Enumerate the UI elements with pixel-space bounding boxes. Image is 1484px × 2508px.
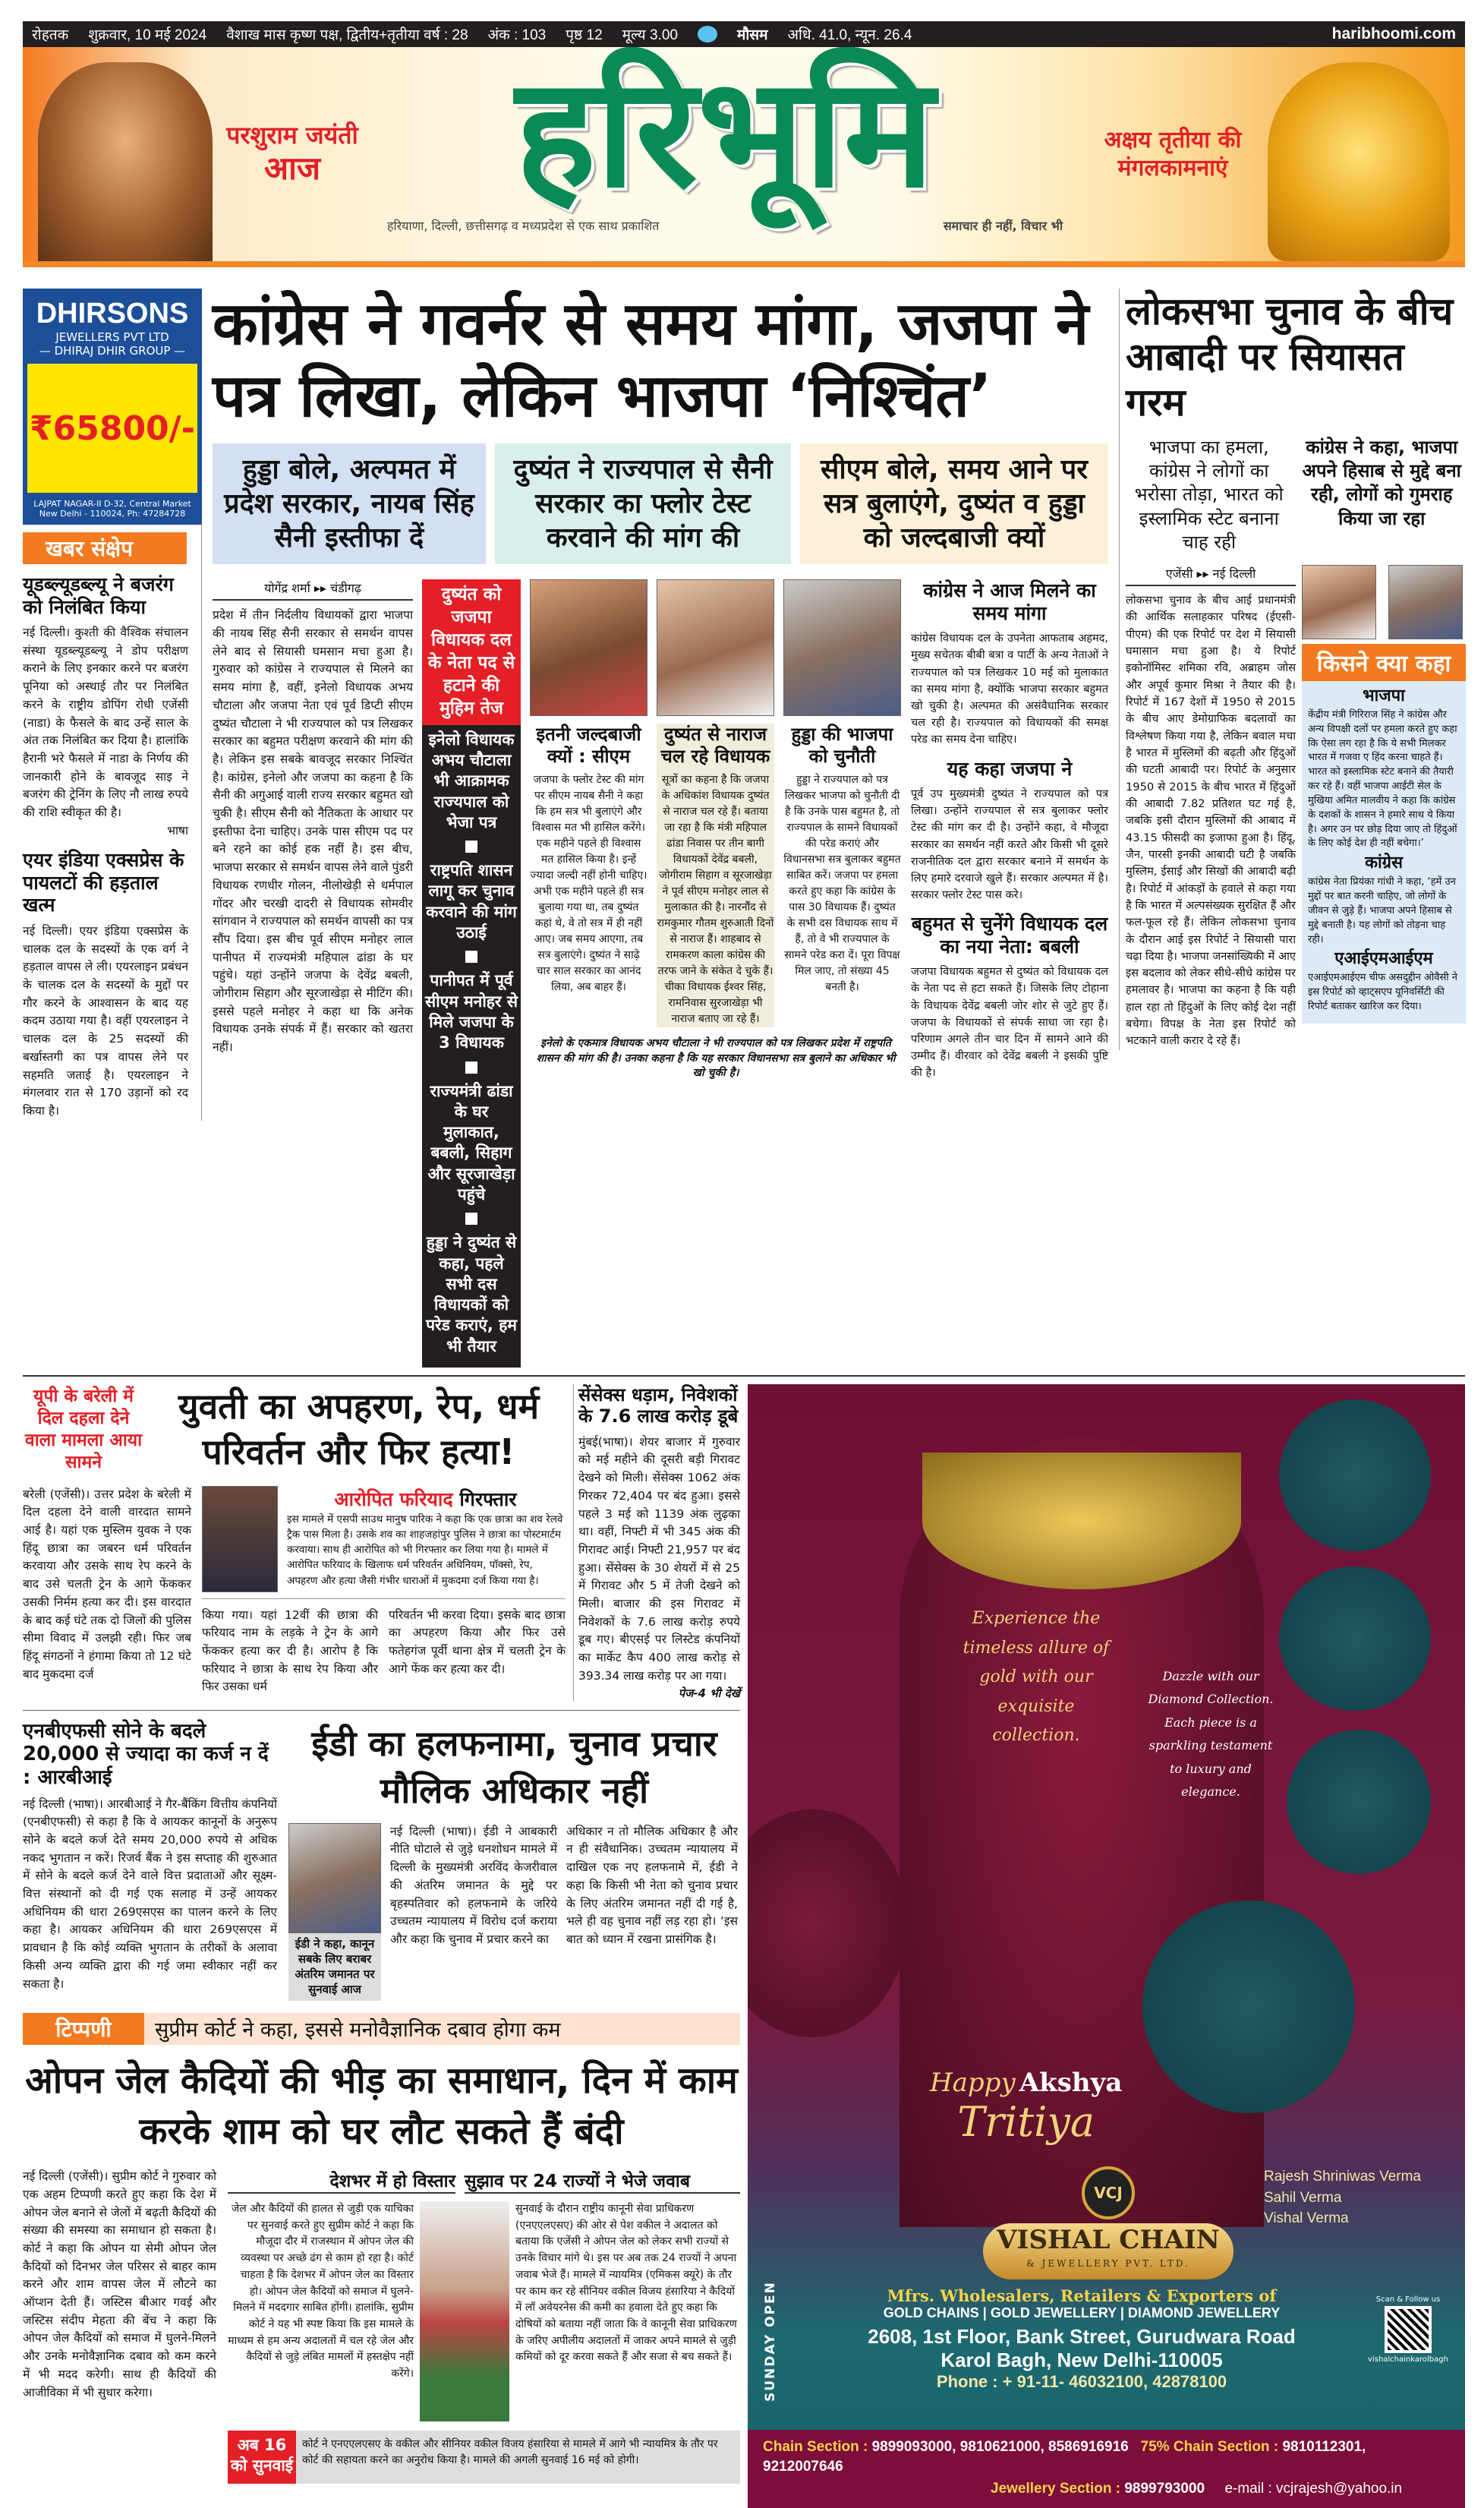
mini-story-1: इतनी जल्दबाजी क्यों : सीएम जजपा के फ्लोर टेस्ट की मांग पर सीएम नायब सैनी ने कहा कि हम सत्र भी बुलाएंगे और विश्वास मत भी हासिल करेंगे। एक महीने पहले ही विश्वास मत हासिल किया है। इन्हें ज्यादा जल्दी नहीं होनी चाहिए। अभी एक महीने पहले ही सत्र बुलाया गया था, तब दुष्यंत कहां थे, वे तो सत्र में ही नहीं आए। जब समय आएगा, तब सत्र बुलाएंगे। दुष्यंत ने साढ़े चार साल सरकार का आनंद लिया, अब बाहर हैं।: [530, 724, 647, 993]
qr-block: Scan & Follow us vishalchainkarolbagh: [1368, 2295, 1448, 2364]
sidebar-red-heading: दुष्यंत को जजपा विधायक दल के नेता पद से हटाने की मुहिम तेज: [422, 579, 521, 724]
population-story: एजेंसी ▸▸ नई दिल्ली लोकसभा चुनाव के बीच आई प्रधानमंत्री की आर्थिक सलाहकार परिषद (ईएसी-पीएम) की एक रिपोर्ट पर देश में सियासी घमासान मचा हुआ है। ये रिपोर्ट इकोनॉमिस्ट शमिका रवि, अब्राहम जोस और अपूर्व कुमार मिश्रा ने तैयार की है। रिपोर्ट में 167 देशों में 1950 से 2015 के बीच आए डेमोग्राफिक बदलावों का विश्लेषण किया गया है, लेकिन बवाल मचा है भारत में मुस्लिमों की बढ़ती और हिंदुओं की घटती आबादी पर। रिपोर्ट के अनुसार 1950 से 2015 के बीच भारत में हिंदुओं की आबादी 7.82 प्रतिशत घट गई है, जबकि इसी दौरान मुस्लिमों की आबाद में 43.15 फीसदी का इजाफा हुआ है। हिंदू, जैन, पारसी इनकी आबादी घटी है जबकि मुस्लिम, ईसाई और सिखों की आबादी बढ़ी है। रिपोर्ट में आंकड़ों के हवाले से कहा गया है कि भारत में अल्पसंख्यक सुरक्षित हैं और फल-फूल रहे हैं। लेकिन लोकसभा चुनाव के दौरान आई इस रिपोर्ट ने सियासी पारा चढ़ा दिया है। भाजपा जनसांख्यिकी में आए इस बदलाव को लेकर सीधे-सीधे कांग्रेस पर हमलावर है। भाजपा का कहना है कि यही हाल रहा तो हिंदुओं के लिए कोई देश नहीं बचेगा। विपक्ष के नेता इस रिपोर्ट को भटकाने वाली करार दे रहे हैं।: [1126, 566, 1296, 1048]
see-page-4-link[interactable]: पेज-4 भी देखें: [678, 1686, 740, 1700]
photo-kejriwal: [288, 1823, 381, 1933]
bareilly-body-1: बरेली (एजेंसी)। उत्तर प्रदेश के बरेली में दिल दहला देने वाली वारदात सामने आई है। यहां एक मुस्लिम युवक ने एक हिंदू छात्रा का जबरन धर्म परिवर्तन करवाया और उसके साथ रेप करने के बाद उसे चलती ट्रेन के आगे फेंककर उसकी निर्मम हत्या कर दी। इस वारदात के बाद कई घंटे तक दो जिलों की पुलिस सीमा विवाद में उलझी रही। फिर जब हिंदू संगठनों ने हंगामा किया तो 12 घंटे बाद मुकदमा दर्ज: [23, 1487, 191, 1681]
owners: Rajesh Shriniwas Verma Sahil Verma Vishal Verma: [1264, 2169, 1421, 2227]
bangles-image: [1142, 1901, 1355, 2113]
website-link[interactable]: haribhoomi.com: [1331, 25, 1456, 43]
jail-headline[interactable]: ओपन जेल कैदियों की भीड़ का समाधान, दिन में काम करके शाम को घर लौट सकते हैं बंदी: [25, 2058, 738, 2153]
brief-headline[interactable]: एयर इंडिया एक्सप्रेस के पायलटों की हड़ताल खत्म: [23, 849, 184, 916]
bottom-left: [23, 1384, 740, 2484]
sidebar-item: राष्ट्रपति शासन लागू कर चुनाव करवाने की मांग उठाई: [426, 861, 517, 942]
photo-accused: [202, 1486, 278, 1592]
vishal-chain-ad[interactable]: [748, 1384, 1465, 2508]
sunday-open: SUNDAY OPEN: [763, 2281, 778, 2402]
panchang: वैशाख मास कृष्ण पक्ष, द्वितीय+तृतीया वर्ष : 28: [226, 27, 468, 43]
akshya-tritiya-greeting: Happy Akshya Tritiya: [930, 2068, 1123, 2147]
lead-right-column: कांग्रेस ने आज मिलने का समय मांगा कांग्रेस विधायक दल के उपनेता आफताब अहमद, मुख्य सचेतक बीबी बत्रा व पार्टी के अन्य नेताओं ने राज्यपाल को पत्र लिखकर 10 मई को मुलाकात का समय मांगा है, क्योंकि भाजपा सरकार बहुमत खो चुकी है। अल्पमत की असंवैधानिक सरकार चल रही है। राज्यपाल को विधायकों की समक्ष परेड का समय देना चाहिए। यह कहा जजपा ने पूर्व उप मुख्यमंत्री दुष्यंत ने राज्यपाल को पत्र लिखा। उन्होंने राज्यपाल से सत्र बुलाकर फ्लोर टेस्ट की मांग कर दी है। उन्होंने कहा, वे मौजूदा सरकार का समर्थन नहीं करते और किसी भी दूसरे राजनीतिक दल द्वारा सरकार बनाने में समर्थन के लिए हमारे दरवाजे खुले हैं। सरकार अल्पमत में है। सरकार फ्लोर टेस्ट पास करे। बहुमत से चुनेंगे विधायक दल का नया नेता: बबली जजपा विधायक बहुमत से दुष्यंत को विधायक दल के नेता पद से हटा सकते हैं। जिसके लिए टोहाना के विधायक देवेंद्र बबली जोर शोर से जुटे हुए हैं। जजपा के विधायकों से संपर्क साधा जा रहा है। परिणाम अगले तीन चार दिन में सामने आने की उम्मीद हैं। वीरवार को देवेंद्र बबली ने इसकी पुष्टि की है।: [911, 579, 1108, 1080]
population-section: [1119, 289, 1465, 1050]
news-brief: यूडब्ल्यूडब्ल्यू ने बजरंग को निलंबित किया नई दिल्ली। कुश्ती की वैश्विक संचालन संस्था यूडब्ल्यूडब्ल्यू ने डोप परीक्षण कराने के लिए इनकार करने पर बजरंग पूनिया को अस्थाई तौर पर निलंबित करने के राष्ट्रीय डोपिंग रोधी एजेंसी (नाडा) के फैसले के बाद उन्हें साल के अंत तक निलंबित कर दिया है। हालांकि हैरानी भरे फैसले में नाडा के निर्णय की जानकारी होने के बावजूद साइ ने बजरंग की ट्रेनिंग के लिए नौ लाख रुपये की राशि स्वीकृत की है। भाषा एयर इंडिया एक्सप्रेस के पायलटों की हड़ताल खत्म नई दिल्ली। एयर इंडिया एक्सप्रेस के चालक दल के सदस्यों के एक वर्ग ने हड़ताल वापस ले ली। एयरलाइन प्रबंधन के चालक दल के सदस्यों के मुद्दों पर गौर करने के आश्वासन के बाद यह कदम उठाया गया है। वहीं एयरलाइन ने चालक दल के 25 सदस्यों की बर्खास्तगी का पत्र वापस लेने पर सहमति जताई है। एयरलाइन ने मंगलवार रात से 170 उड़ानों को रद किया है।: [23, 573, 188, 1118]
ed-photo-caption: ईडी ने कहा, कानून सबके लिए बराबर अंतरिम जमानत पर सुनवाई आज: [288, 1933, 381, 2001]
arrest-heading: आरोपित फरियाद गिरफ्तार: [334, 1487, 517, 1510]
mini-story-2: दुष्यंत से नाराज चल रहे विधायक सूत्रों का कहना है कि जजपा के अधिकांश विधायक दुष्यंत से नाराज चल रहे हैं। बताया जा रहा है कि मंत्री महिपाल ढांडा निवास पर तीन बागी विधायकों देवेंद्र बबली, जोगीराम सिहाग व सूरजाखेड़ा ने पूर्व सीएम मनोहर लाल से मुलाकात की है। नारनौंद से रामकुमार गौतम शुरुआती दिनों से नाराज हैं। शाहबाद से रामकरण काला कांग्रेस की तरफ जाने के संकेत दे चुके हैं। चीका विधायक ईश्वर सिंह, रामनिवास सुरजाखेड़ा भी नाराज बताए जा रहे हैं।: [657, 724, 774, 1027]
arrest-body: इस मामले में एसपी साउथ मानुष पारिक ने कहा कि एक छात्रा का शव रेलवे ट्रैक पास मिला है। उसके शव का शाहजहांपुर पुलिस ने छात्रा का पोस्टमार्टम करवाया। साथ ही आरोपित को भी गिरफ्तार कर लिया गया है। मामले में आरोपित फरियाद के खिलाफ धर्म परिवर्तन अधिनियम, पॉक्सो, रेप, अपहरण और हत्या जैसी गंभीर धाराओं में मुकदमा दर्ज किया गया है।: [287, 1513, 563, 1587]
city: रोहतक: [32, 27, 69, 43]
earrings-image: [748, 1809, 907, 2037]
dateline-bar: [23, 21, 1465, 47]
bottom-section: [23, 1384, 1465, 2508]
sidebar-item: राज्यमंत्री ढांडा के घर मुलाकात, बबली, सिहाग और सूरजाखेड़ा पहुंचे: [427, 1081, 515, 1204]
masthead-center: [364, 47, 1085, 261]
section-divider: [23, 1375, 1465, 1377]
population-subhead-1: भाजपा का हमला, कांग्रेस ने लोगों का भरोसा तोड़ा, भारत को इस्लामिक स्टेट बनाना चाह रही: [1134, 437, 1284, 553]
weather-label: मौसम: [736, 27, 768, 43]
qr-code-icon[interactable]: [1385, 2306, 1432, 2353]
date: शुक्रवार, 10 मई 2024: [88, 27, 207, 43]
lead-subhead-1: हुड्डा बोले, अल्पमत में प्रदेश सरकार, नायब सिंह सैनी इस्तीफा दें: [213, 443, 486, 564]
mini-story-3: हुड्डा की भाजपा को चुनौती हुड्डा ने राज्यपाल को पत्र लिखकर भाजपा को चुनौती दी है कि उनके पास बहुमत है, तो राज्यपाल के सामने विधायकों की परेड कराएं और विधानसभा सत्र बुलाकर बहुमत साबित करें। जजपा पर हमला करते हुए कहा कि कांग्रेस के पास 30 विधायक हैं। दुष्यंत के सभी दस विधायक साथ में हैं, तो वे भी राज्यपाल के सामने परेड करा दें। पूरा विपक्ष मिल जाए, तो संख्या 45 बनती है।: [783, 724, 901, 993]
left-column: [23, 289, 202, 1121]
masthead: [23, 47, 1465, 267]
ring-image: [1279, 1399, 1431, 1551]
vishal-chain-logo: VISHAL CHAIN & JEWELLERY PVT. LTD.: [983, 2223, 1234, 2279]
rbi-story: एनबीएफसी सोने के बदले 20,000 से ज्यादा का कर्ज न दें : आरबीआई नई दिल्ली (भाषा)। आरबीआई ने गैर-बैंकिंग वित्तीय कंपनियों (एनबीएफसी) से कहा है कि वे आयकर कानूनों के अनुरूप सोने के बदले कर्ज देते समय 20,000 रुपये से अधिक नकद भुगतान न करें। रिजर्व बैंक ने इस सप्ताह की शुरुआत में सोने के बदले कर्ज देने वाले वित्त प्रदाताओं और सूक्ष्म-वित्त संस्थानों को दी गई एक सलाह में उन्हें आयकर अधिनियम की धारा 269एसएस का पालन करने के लिए कहा है। आयकर अधिनियम की धारा 269एसएस में प्रावधान है कि कोई व्यक्ति भुगतान के तरीकों के अलावा किसी अन्य व्यक्ति द्वारा की गई जमा स्वीकार नहीं कर सकता है।: [23, 1719, 277, 1991]
photo-dushyant: [530, 579, 647, 716]
lead-sidebar: [422, 579, 521, 1368]
dhirsons-ad[interactable]: DHIRSONS JEWELLERS PVT LTD — DHIRAJ DHIR GROUP — ₹65800/- LAJPAT NAGAR-II D-32, Central Market New Delhi - 110024, Ph: 47284728: [23, 289, 202, 525]
bracelet-image: [1287, 1730, 1431, 1874]
parshuram-jayanti-text: परशुराम जयंती आज: [226, 120, 358, 187]
weather-cloud-icon: [698, 26, 717, 43]
sensex-story: सेंसेक्स धड़ाम, निवेशकों के 7.6 लाख करोड़ डूबे मुंबई(भाषा)। शेयर बाजार में गुरुवार को मई महीने की दूसरी बड़ी गिरावट देखने को मिली। सेंसेक्स 1062 अंक गिरकर 72,404 पर बंद हुआ। इससे पहले 3 मई को 1139 अंक लुढ़का था। वहीं, निफ्टी में भी 345 अंक की गिरावट आई। निफ्टी 21,957 पर बंद हुआ। सेंसेक्स के 30 शेयरों में से 25 में गिरावट और 5 में तेजी देखने को मिली। बाजार की इस गिरावट में निवेशकों के 7.6 लाख करोड़ रुपये डूब गए। बीएसई पर लिस्टेड कंपनियों का मार्केट कैप 400 लाख करोड़ से 393.34 लाख करोड़ पर आ गया। पेज-4 भी देखें: [573, 1384, 740, 1700]
jail-sub1-body: जेल और कैदियों की हालत से जुड़ी एक याचिका पर सुनवाई करते हुए सुप्रीम कोर्ट ने कहा कि मौजूदा दौर में राजस्थान में ओपन जेल की व्यवस्था पर अच्छे ढंग से काम हो रहा है। कोर्ट चाहता है कि देशभर में ओपन जेल का विस्तार हो। ओपन जेल कैदियों को समाज में घुलने-मिलने में मददगार साबित होंगी। हालांकि, सुप्रीम कोर्ट ने यह भी स्पष्ट किया कि इस मामले के माध्यम से हम अन्य अदालतों में चल रहे जेल और कैदियों से जुड़े लंबित मामलों में हस्तक्षेप नहीं करेंगे।: [228, 2203, 414, 2380]
bareilly-kicker: यूपी के बरेली में दिल दहला देने वाला मामला आया सामने: [24, 1386, 143, 1472]
jail-sub2-body: सुनवाई के दौरान राष्ट्रीय कानूनी सेवा प्राधिकरण (एनएएलएसए) की ओर से पेश वकील ने अदालत को बताया कि एजेंसी ने ओपन जेल को लेकर सभी राज्यों से उनके विचार मांगे थे। इस पर अब तक 24 राज्यों ने अपना जवाब भेजे हैं। मामले में न्यायमित्र (एमिकस क्यूरे) के तौर पर काम कर रहे सीनियर वकील विजय हंसारिया ने कैदियों में लॉ अवेयरनेस की कमी का हवाला देते हुए कहा कि दोषियों को बताया नहीं जाता कि वे कानूनी सेवा प्राधिकरण के जरिए अपीलीय अदालतों में जाकर अपने मामले से जुड़ी कमियों को दूर करवा सकते हैं और सजा से बच सकते हैं।: [515, 2203, 737, 2364]
parshuram-illustration: [38, 62, 213, 261]
vcj-seal-logo: VCJ: [1082, 2166, 1135, 2219]
newspaper-logo[interactable]: हरिभूमि: [515, 47, 934, 222]
jail-body: नई दिल्ली (एजेंसी)। सुप्रीम कोर्ट ने गुरुवार को एक अहम टिप्पणी करते हुए कहा कि देश में ओपन जेल बनाने से जेलों में बढ़ती कैदियों की संख्या की समस्या का समाधान हो सकता है। कोर्ट ने कहा कि ओपन या सेमी ओपन जेल कैदियों को दिनभर जेल परिसर से बाहर काम करने और शाम वापस जेल में लौटने का ऑप्शन देती हैं। जस्टिस बीआर गवई और जस्टिस संदीप मेहता की बेंच ने कहा कि ओपन जेल कैदियों को समाज में घुलने-मिलने और उनके मनोवैज्ञानिक दबाव को कम करने में भी मदद करेगी। साथ ही कैदियों की आजीविका में भी सुधार करेगा।: [23, 2169, 216, 2399]
lead-quote: इनेलो के एकमात्र विधायक अभय चौटाला ने भी राज्यपाल को पत्र लिखकर प्रदेश में राष्ट्रपति शासन की मांग की है। उनका कहना है कि यह सरकार विधानसभा सत्र बुलाने का अधिकार भी खो चुकी है।: [536, 1036, 896, 1080]
photo-supreme-court: [420, 2201, 509, 2421]
sidebar-item: इनेलो विधायक अभय चौटाला भी आक्रामक राज्यपाल को भेजा पत्र: [428, 730, 515, 831]
lead-subhead-2: दुष्यंत ने राज्यपाल से सैनी सरकार का फ्लोर टेस्ट करवाने की मांग की: [495, 443, 791, 564]
jail-subhead-2: सुझाव पर 24 राज्यों ने भेजे जवाब: [465, 2168, 740, 2194]
diamond-set-image: [1279, 1566, 1431, 1711]
lead-headline[interactable]: कांग्रेस ने गवर्नर से समय मांगा, जजपा ने पत्र लिखा, लेकिन भाजपा ‘निश्चिंत’: [213, 290, 1089, 431]
brief-headline[interactable]: यूडब्ल्यूडब्ल्यू ने बजरंग को निलंबित किया: [23, 573, 174, 618]
edition-tagline: हरियाणा, दिल्ली, छत्तीसगढ़ व मध्यप्रदेश से एक साथ प्रकाशित: [387, 219, 660, 233]
lead-story: [213, 579, 413, 1057]
bareilly-story: [23, 1384, 566, 1696]
ed-body-2: अधिकार न तो मौलिक अधिकार है और न ही संवैधानिक। उच्चतम न्यायालय में दाखिल एक नए हलफनामे में, ईडी ने कहा कि किसी भी नेता को चुनाव प्रचार के लिए अंतरिम जमानत नहीं दी गई है, भले ही वह चुनाव नहीं लड़ रहा हो। ‘इस बात को ध्यान में रखना प्रासंगिक है।: [566, 1824, 738, 1946]
gold-pot-illustration: [1268, 62, 1450, 261]
necklace-image: [922, 1453, 1241, 1589]
top-section: [23, 289, 1465, 1368]
comment-bar: टिप्पणी सुप्रीम कोर्ट ने कहा, इससे मनोवैज्ञानिक दबाव होगा कम: [23, 2013, 740, 2045]
ad-details: Mfrs. Wholesalers, Retailers & Exporters of GOLD CHAINS | GOLD JEWELLERY | DIAMOND JEWELLERY 2608, 1st Floor, Bank Street, Gurudwara Road Karol Bagh, New Delhi-110005 Phone : + 91-11- 46032100, 42878100: [868, 2286, 1296, 2392]
bareilly-body-2: किया गया। यहां 12वीं की छात्रा की फरियाद नाम के लड़के ने ट्रेन के आगे फेंककर हत्या कर दी है। आरोप है कि फरियाद ने छात्रा के साथ रेप किया और फिर उसका धर्म: [202, 1607, 378, 1694]
page-count: पृष्ठ 12: [566, 27, 603, 43]
population-subhead-2: कांग्रेस ने कहा, भाजपा अपने हिसाब से मुद्दे बना रही, लोगों को गुमराह किया जा रहा: [1302, 437, 1461, 529]
weather: अधि. 41.0, न्यून. 26.4: [787, 27, 912, 43]
sidebar-item: हुड्डा ने दुष्यंत से कहा, पहले सभी दस विधायकों को परेड कराएं, हम भी तैयार: [426, 1233, 517, 1355]
photo-giriraj-singh: [1302, 565, 1376, 639]
issue-number: अंक : 103: [487, 27, 547, 43]
news-brief-label: खबर संक्षेप: [23, 532, 187, 564]
bareilly-body-3: परिवर्तन भी करवा दिया। इसके बाद छात्रा का अपहरण किया और फिर उसे फतेहगंज पूर्वी थाना क्षेत्र में चलती ट्रेन के आगे फेंक कर हत्या कर दी।: [389, 1607, 566, 1676]
photo-manohar-lal: [657, 579, 774, 716]
photo-priyanka-gandhi: [1388, 565, 1463, 639]
bareilly-headline[interactable]: युवती का अपहरण, रेप, धर्म परिवर्तन और फिर हत्या!: [178, 1386, 540, 1472]
next-hearing-box: अब 16 को सुनवाई कोर्ट ने एनएएलएसए के वकील और सीनियर वकील विजय हंसारिया से मामले में आगे भी न्यायमित्र के तौर पर कोर्ट की सहायता करने का अनुरोध किया है। मामले की अगली सुनवाई 16 मई को होगी।: [228, 2431, 740, 2484]
lead-center: [530, 579, 902, 1080]
byline: योगेंद्र शर्मा ▸▸ चंडीगढ़: [213, 579, 413, 601]
who-said-what-box: किसने क्या कहा भाजपा केंद्रीय मंत्री गिरिराज सिंह ने कांग्रेस और अन्य विपक्षी दलों पर हमला करते हुए कहा कि ऐसा लग रहा है कि ये सभी मिलकर भारत में गजवा ए हिंद करना चाहते हैं। भारत को इस्लामिक स्टेट बनाने की तैयारी कर रहे हैं। वहीं भाजपा आईटी सेल के मुखिया अमित मालवीय ने कहा कि कांग्रेस के दशकों के शासन ने हमारे साथ ये किया है। अगर उन पर छोड़ दिया जाए तो हिंदुओं के लिए कोई देश ही नहीं बचेगा।’ कांग्रेस कांग्रेस नेता प्रियंका गांधी ने कहा, ‘हमें उन मुद्दों पर बात करनी चाहिए, जो लोगों के जीवन से जुड़े हैं। भाजपा अपने हिसाब से मुद्दे बनाती है। यह लोगों को तोड़ना चाह रही। एआईएमआईएम एआईएमआईएम चीफ असदुद्दीन ओवैसी ने इस रिपोर्ट को व्हाट्सएप यूनिवर्सिटी की रिपोर्ट बताकर खारिज कर दिया।: [1302, 644, 1466, 1024]
lead-body: प्रदेश में तीन निर्दलीय विधायकों द्वारा भाजपा की नायब सिंह सैनी सरकार से समर्थन वापस लेने बाद से सियासी घमसान मचा हुआ है। गुरुवार को कांग्रेस ने राज्यपाल से मिलने का समय मांगा है, वहीं, इनेलो विधायक अभय चौटाला और जजपा नेता एवं पूर्व डिप्टी सीएम दुष्यंत चौटाला ने भी राज्यपाल को पत्र लिखकर सरकार का बहुमत परीक्षण करवाने की मांग की है। लेकिन इस सबके बावजूद सरकार निश्चिंत है। कांग्रेस, इनेलो और जजपा का कहना है कि सैनी की अगुआई वाली राज्य सरकार बहुमत खो चुकी है। सीएम सैनी को नैतिकता के आधार पर इस्तीफा देना चाहिए। उनके पास सीएम पद पर बने रहने का कोई हक नहीं है। इस बीच, भाजपा सरकार से समर्थन वापस लेने वाले पुंडरी विधायक रणधीर गोलन, नीलोखेड़ी से धर्मपाल गोंदर और चरखी दादरी से विधायक सोमवीर सांगवान ने राज्यपाल को समर्थन वापसी का पत्र सौंप दिया। इस बीच पूर्व सीएम मनोहर लाल पानीपत में राज्यमंत्री महिपाल ढांडा के घर पहुंचे। यहां उन्होंने जजपा के देवेंद्र बबली, जोगीराम सिहाग और सूरजाखेड़ा से मीटिंग की। इससे पहले मनोहर ने कहा था कि अनेक विधायक उनके संपर्क में हैं। सरकार को खतरा नहीं।: [213, 608, 413, 1055]
sidebar-item: पानीपत में पूर्व सीएम मनोहर से मिले जजपा के 3 विधायक: [425, 971, 518, 1052]
lead-subhead-3: सीएम बोले, समय आने पर सत्र बुलाएंगे, दुष्यंत व हुड्डा को जल्दबाजी क्यों: [800, 443, 1108, 564]
ed-headline[interactable]: ईडी का हलफनामा, चुनाव प्रचार मौलिक अधिकार नहीं: [311, 1722, 717, 1811]
akshaya-tritiya-greeting: अक्षय तृतीया की मंगलकामनाएं: [1104, 126, 1242, 181]
ad-contact-bar: Chain Section : 9899093000, 9810621000, 8586916916 75% Chain Section : 9810112301, 9212007646 Jewellery Section : 9899793000 e-mail : vcjrajesh@yahoo.in: [748, 2430, 1465, 2508]
lead-section: [213, 289, 1108, 1368]
jail-subhead-1: देशभर में हो विस्तार: [228, 2168, 455, 2194]
population-headline[interactable]: लोकसभा चुनाव के बीच आबादी पर सियासत गरम: [1126, 289, 1454, 424]
photo-hooda: [783, 579, 901, 716]
ed-body-1: नई दिल्ली (भाषा)। ईडी ने आबकारी नीति घोटाले से जुड़े धनशोधन मामले में दिल्ली के मुख्यमंत्री अरविंद केजरीवाल की अंतरिम जमानत के मुद्दे पर बृहस्पतिवार को हलफनामे के जरिये उच्चतम न्यायालय में विरोध दर्ज कराया और कहा कि चुनाव में प्रचार करने का: [390, 1824, 557, 1946]
ad-tagline-gold: Experience the timeless allure of gold with our exquisite collection.: [963, 1609, 1110, 1746]
ed-story: [288, 1720, 740, 2001]
ad-tagline-diamond: Dazzle with our Diamond Collection. Each piece is a sparkling testament to luxury and elegance.: [1148, 1669, 1274, 1800]
price: मूल्य 3.00: [622, 27, 678, 43]
slogan: समाचार ही नहीं, विचार भी: [943, 219, 1063, 233]
